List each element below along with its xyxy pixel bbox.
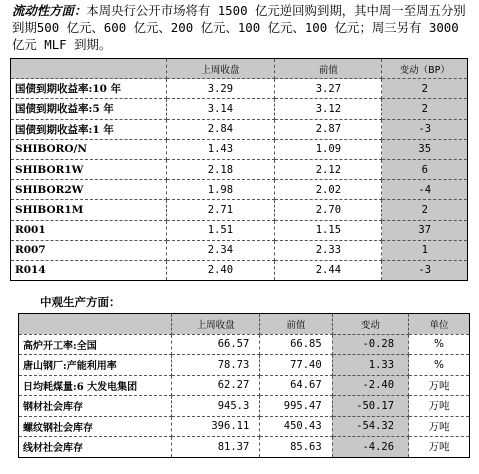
cell-last-close: 1.98 [166,180,275,200]
cell-last-close: 396.11 [172,416,260,437]
table-row [11,119,468,139]
cell-previous: 2.02 [275,180,382,200]
cell-last-close: 66.57 [172,334,260,355]
production-header-last-close: 上周收盘 [172,314,260,335]
row-label: 国债到期收益率:10 年 [11,79,167,99]
row-label: R001 [11,220,167,240]
row-label: 高炉开工率:全国 [19,334,172,355]
cell-previous: 995.47 [260,396,332,417]
cell-unit: 万吨 [409,437,470,458]
cell-previous: 3.27 [275,79,382,99]
cell-change: 1 [382,240,468,260]
cell-last-close: 2.40 [166,260,275,280]
table-row [11,260,468,280]
cell-last-close: 62.27 [172,375,260,396]
cell-previous: 64.67 [260,375,332,396]
rates-header-blank [11,59,167,79]
cell-last-close: 1.43 [166,139,275,159]
rates-header-change: 变动（BP） [382,59,468,79]
row-label: 国债到期收益率:1 年 [11,119,167,139]
table-row [19,334,470,355]
rates-table-header [11,59,468,79]
cell-change: 37 [382,220,468,240]
cell-change: -2.40 [332,375,408,396]
cell-previous: 1.15 [275,220,382,240]
table-row [11,180,468,200]
row-label: SHIBOR2W [11,180,167,200]
cell-change: 1.33 [332,355,408,376]
cell-previous: 2.33 [275,240,382,260]
table-row [11,159,468,179]
cell-last-close: 3.29 [166,79,275,99]
cell-last-close: 3.14 [166,99,275,119]
cell-previous: 2.44 [275,260,382,280]
row-label: 唐山钢厂:产能利用率 [19,355,172,376]
cell-last-close: 2.18 [166,159,275,179]
row-label: SHIBOR1M [11,200,167,220]
table-row [11,220,468,240]
row-label: 螺纹钢社会库存 [19,416,172,437]
paragraph-text: 本周央行公开市场将有 1500 亿元逆回购到期，其中周一至周五分别到期500 亿元、600 亿元、200 亿元、100 亿元、100 亿元；周三另有 3000 亿元 MLF 到期。 [12,3,466,52]
production-table-header [19,314,470,335]
table-row [11,240,468,260]
cell-unit: 万吨 [409,416,470,437]
cell-change: 2 [382,99,468,119]
cell-change: -0.28 [332,334,408,355]
cell-unit: 万吨 [409,396,470,417]
row-label: SHIBORO/N [11,139,167,159]
cell-change: -4.26 [332,437,408,458]
cell-previous: 2.87 [275,119,382,139]
row-label: 日均耗煤量:6 大发电集团 [19,375,172,396]
table-row [19,355,470,376]
cell-change: -3 [382,260,468,280]
table-row [19,416,470,437]
cell-unit: % [409,334,470,355]
cell-previous: 3.12 [275,99,382,119]
cell-change: -50.17 [332,396,408,417]
cell-previous: 85.63 [260,437,332,458]
cell-last-close: 78.73 [172,355,260,376]
cell-change: -54.32 [332,416,408,437]
row-label: 线材社会库存 [19,437,172,458]
row-label: 钢材社会库存 [19,396,172,417]
cell-previous: 77.40 [260,355,332,376]
production-subheading: 中观生产方面： [40,295,121,309]
production-table [18,313,470,458]
production-header-change: 变动 [332,314,408,335]
cell-last-close: 2.84 [166,119,275,139]
rates-table [10,58,468,281]
cell-previous: 2.12 [275,159,382,179]
row-label: R007 [11,240,167,260]
production-header-previous: 前值 [260,314,332,335]
table-row [11,139,468,159]
cell-last-close: 81.37 [172,437,260,458]
table-row [19,396,470,417]
rates-header-previous: 前值 [275,59,382,79]
cell-previous: 1.09 [275,139,382,159]
cell-last-close: 1.51 [166,220,275,240]
cell-previous: 450.43 [260,416,332,437]
table-row [11,99,468,119]
row-label: 国债到期收益率:5 年 [11,99,167,119]
cell-change: -4 [382,180,468,200]
cell-last-close: 2.71 [166,200,275,220]
cell-last-close: 2.34 [166,240,275,260]
cell-last-close: 945.3 [172,396,260,417]
cell-unit: 万吨 [409,375,470,396]
cell-change: -3 [382,119,468,139]
paragraph-heading: 流动性方面： [12,3,87,18]
liquidity-paragraph [12,2,474,53]
table-row [11,200,468,220]
cell-unit: % [409,355,470,376]
row-label: R014 [11,260,167,280]
cell-change: 2 [382,79,468,99]
cell-change: 35 [382,139,468,159]
cell-change: 2 [382,200,468,220]
table-row [19,375,470,396]
row-label: SHIBOR1W [11,159,167,179]
cell-change: 6 [382,159,468,179]
cell-previous: 2.70 [275,200,382,220]
production-header-unit: 单位 [409,314,470,335]
cell-previous: 66.85 [260,334,332,355]
table-row [11,79,468,99]
rates-header-last-close: 上周收盘 [166,59,275,79]
production-header-blank [19,314,172,335]
table-row [19,437,470,458]
